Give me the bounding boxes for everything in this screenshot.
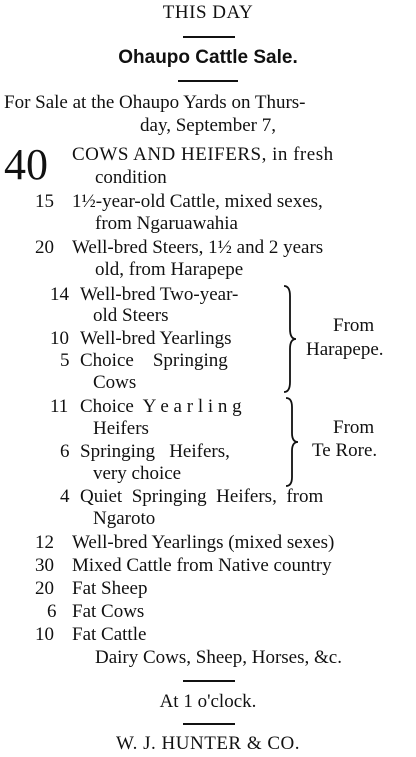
group-label-from: From: [333, 417, 375, 438]
item-quantity: 15: [35, 191, 54, 212]
item-quantity: 14: [50, 284, 69, 305]
group-label-place: Te Rore.: [312, 440, 378, 461]
item-line: Well-bred Yearlings: [80, 328, 232, 349]
item-line: from Ngaruawahia: [95, 213, 238, 234]
intro-line-2: day, September 7,: [140, 115, 276, 136]
item-quantity: 10: [50, 328, 69, 349]
item-line: Fat Sheep: [72, 578, 148, 599]
intro-line-1: For Sale at the Ohaupo Yards on Thurs-: [4, 92, 306, 113]
item-line: Fat Cattle: [72, 624, 147, 645]
divider: [178, 80, 238, 82]
item-line: Cows: [93, 372, 137, 393]
item-line: 1½-year-old Cattle, mixed sexes,: [72, 191, 323, 212]
this-day-heading: THIS DAY: [162, 2, 254, 23]
group-label-place: Harapepe.: [306, 339, 384, 360]
divider: [183, 723, 235, 725]
right-brace-icon: [282, 284, 298, 394]
item-line: Ngaroto: [93, 508, 156, 529]
sale-time: At 1 o'clock.: [159, 691, 257, 712]
item-quantity: 6: [47, 601, 57, 622]
item-line: Heifers: [93, 418, 149, 439]
item-line: Quiet Springing Heifers, from: [80, 486, 324, 507]
item-line: old Steers: [93, 305, 169, 326]
item-line: old, from Harapepe: [95, 259, 244, 280]
auctioneer-name: W. J. HUNTER & CO.: [115, 733, 301, 754]
item-line: Well-bred Two-year-: [80, 284, 239, 305]
item-line: Mixed Cattle from Native country: [72, 555, 332, 576]
item-line: Well-bred Steers, 1½ and 2 years: [72, 237, 324, 258]
item-quantity: 10: [35, 624, 54, 645]
item-quantity: 11: [50, 396, 69, 417]
item-quantity: 12: [35, 532, 54, 553]
item-quantity: 5: [60, 350, 70, 371]
item-line: Well-bred Yearlings (mixed sexes): [72, 532, 335, 553]
item-line: Choice Y e a r l i n g: [80, 396, 242, 417]
item-quantity: 4: [60, 486, 70, 507]
sale-title: Ohaupo Cattle Sale.: [118, 47, 298, 68]
lead-quantity: 40: [4, 140, 48, 189]
item-quantity: 30: [35, 555, 54, 576]
divider: [183, 680, 235, 682]
item-quantity: 6: [60, 441, 70, 462]
item-line: Choice Springing: [80, 350, 228, 371]
item-line: Springing Heifers,: [80, 441, 230, 462]
item-line: Fat Cows: [72, 601, 145, 622]
lead-item-line-1: COWS AND HEIFERS, in fresh: [72, 144, 334, 165]
group-label-from: From: [333, 315, 375, 336]
item-quantity: 20: [35, 237, 54, 258]
item-quantity: 20: [35, 578, 54, 599]
divider: [183, 36, 235, 38]
extras-line: Dairy Cows, Sheep, Horses, &c.: [95, 647, 342, 668]
right-brace-icon: [284, 396, 300, 488]
lead-item-line-2: condition: [95, 167, 167, 188]
item-line: very choice: [93, 463, 182, 484]
